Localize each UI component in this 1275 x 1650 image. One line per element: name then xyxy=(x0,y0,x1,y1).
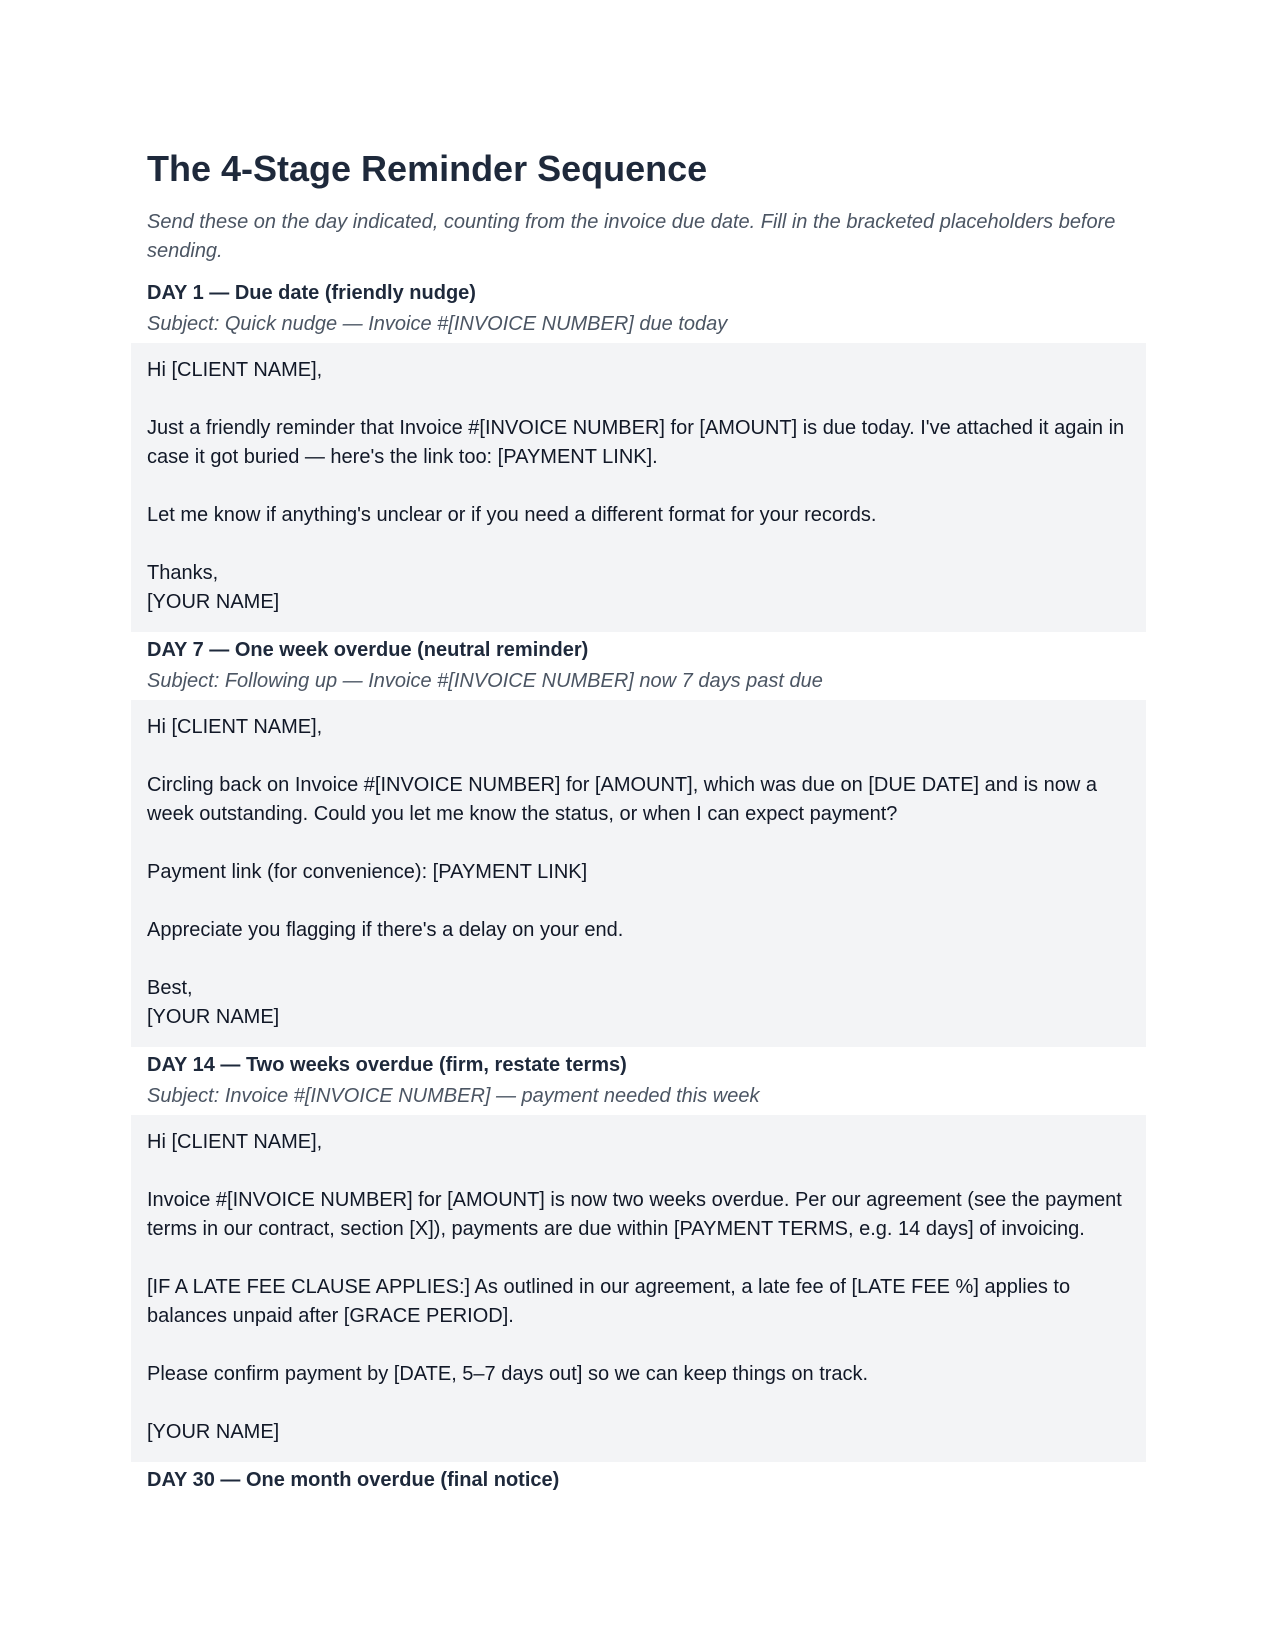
email-paragraph: Circling back on Invoice #[INVOICE NUMBER] for [AMOUNT], which was due on [DUE DATE] and is now a week outstanding. Could you let me know the status, or when I can expect payment? xyxy=(147,774,1097,825)
email-sender-name: [YOUR NAME] xyxy=(147,1421,280,1443)
stage-heading: DAY 7 — One week overdue (neutral reminder) xyxy=(147,639,589,661)
stage-heading: DAY 1 — Due date (friendly nudge) xyxy=(147,282,476,304)
email-paragraph: Let me know if anything's unclear or if you need a different format for your records. xyxy=(147,504,877,526)
stage-day-1 xyxy=(147,279,1130,632)
document-page xyxy=(147,140,1130,1495)
email-body xyxy=(131,1115,1146,1462)
email-greeting: Hi [CLIENT NAME], xyxy=(147,359,323,381)
email-paragraph: Appreciate you flagging if there's a delay on your end. xyxy=(147,919,624,941)
page-title: The 4-Stage Reminder Sequence xyxy=(147,148,708,189)
email-paragraph: [IF A LATE FEE CLAUSE APPLIES:] As outlined in our agreement, a late fee of [LATE FEE %] applies to balances unpaid after [GRACE PERIOD]. xyxy=(147,1276,1071,1327)
intro-text: Send these on the day indicated, counting from the invoice due date. Fill in the bracketed placeholders before sending. xyxy=(147,211,1116,262)
email-body xyxy=(131,700,1146,1047)
stage-day-30 xyxy=(147,1466,1130,1495)
email-subject: Subject: Invoice #[INVOICE NUMBER] — payment needed this week xyxy=(147,1085,760,1107)
email-paragraph: Invoice #[INVOICE NUMBER] for [AMOUNT] is now two weeks overdue. Per our agreement (see the payment terms in our contract, section [X]), payments are due within [PAYMENT TERMS, e.g. 14 days] of invoicing. xyxy=(147,1189,1122,1240)
email-greeting: Hi [CLIENT NAME], xyxy=(147,1131,323,1153)
email-signoff: Best, xyxy=(147,977,193,999)
email-paragraph: Just a friendly reminder that Invoice #[INVOICE NUMBER] for [AMOUNT] is due today. I've attached it again in case it got buried — here's the link too: [PAYMENT LINK]. xyxy=(147,417,1125,468)
email-paragraph: Payment link (for convenience): [PAYMENT LINK] xyxy=(147,861,588,883)
email-body xyxy=(131,343,1146,632)
stage-heading: DAY 30 — One month overdue (final notice) xyxy=(147,1469,560,1491)
stage-day-14 xyxy=(147,1051,1130,1462)
email-paragraph: Please confirm payment by [DATE, 5–7 days out] so we can keep things on track. xyxy=(147,1363,869,1385)
email-subject: Subject: Following up — Invoice #[INVOICE NUMBER] now 7 days past due xyxy=(147,670,823,692)
email-sender-name: [YOUR NAME] xyxy=(147,1006,280,1028)
email-greeting: Hi [CLIENT NAME], xyxy=(147,716,323,738)
stage-heading: DAY 14 — Two weeks overdue (firm, restate terms) xyxy=(147,1054,627,1076)
stage-day-7 xyxy=(147,636,1130,1047)
email-sender-name: [YOUR NAME] xyxy=(147,591,280,613)
email-signoff: Thanks, xyxy=(147,562,219,584)
email-subject: Subject: Quick nudge — Invoice #[INVOICE NUMBER] due today xyxy=(147,313,728,335)
